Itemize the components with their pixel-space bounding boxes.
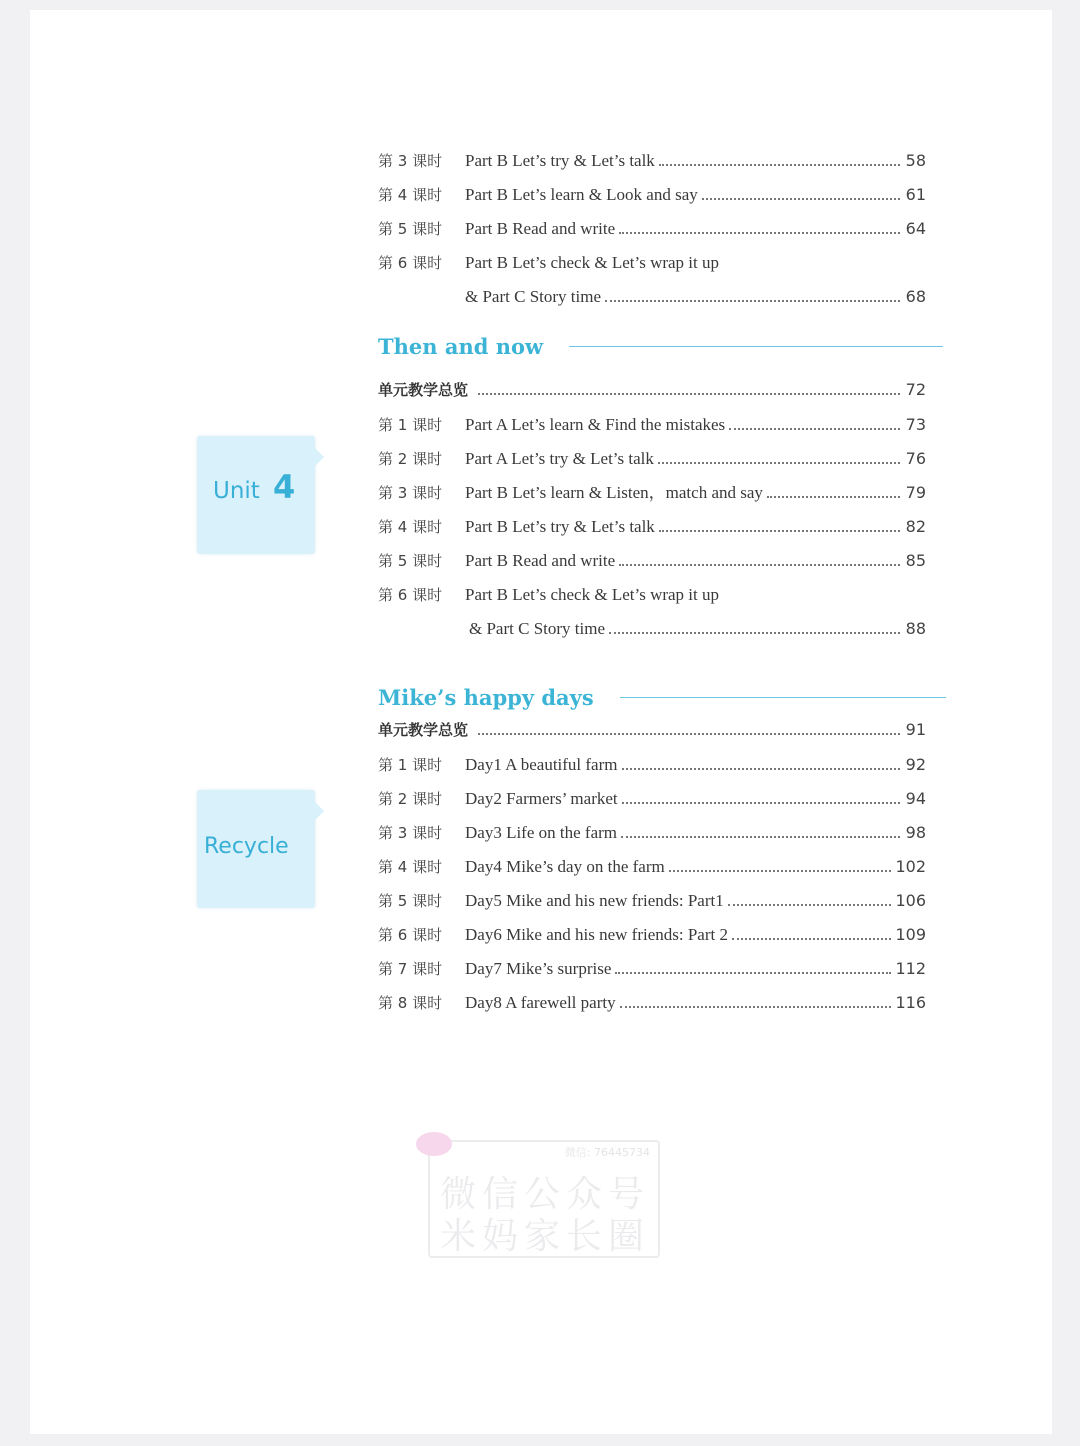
toc-summary-entry[interactable] — [378, 715, 926, 745]
lesson-number: 第 6 课时 — [378, 926, 443, 944]
toc-entry[interactable] — [378, 512, 926, 542]
leader-dots — [767, 496, 900, 498]
lesson-number: 第 1 课时 — [378, 416, 443, 434]
lesson-title: Part B Let’s check & Let’s wrap it up — [465, 585, 719, 604]
page-number: 88 — [905, 619, 926, 638]
lesson-title: Day6 Mike and his new friends: Part 2 — [465, 925, 728, 944]
toc-entry[interactable] — [378, 146, 926, 176]
lesson-number: 第 5 课时 — [378, 892, 443, 910]
leader-dots — [621, 836, 900, 838]
page-number: 79 — [905, 483, 926, 502]
summary-title: 单元教学总览 — [378, 721, 469, 739]
leader-dots — [619, 232, 900, 234]
page-number: 72 — [905, 380, 926, 399]
page-number: 61 — [905, 185, 926, 204]
lesson-number: 第 8 课时 — [378, 994, 443, 1012]
toc-entry[interactable] — [378, 180, 926, 210]
page-number: 58 — [905, 151, 926, 170]
leader-dots — [615, 972, 891, 974]
toc-entry[interactable] — [378, 410, 926, 440]
lesson-number: 第 4 课时 — [378, 858, 443, 876]
page-number: 102 — [895, 857, 926, 876]
leader-dots — [702, 198, 900, 200]
section-title: Then and now — [378, 334, 544, 359]
section-title: Mike’s happy days — [378, 685, 594, 710]
watermark-line-1: 微信公众号 — [440, 1174, 651, 1215]
lesson-number: 第 5 课时 — [378, 220, 443, 238]
lesson-title: Part A Let’s try & Let’s talk — [465, 449, 654, 468]
page-number: 109 — [895, 925, 926, 944]
leader-dots — [478, 393, 900, 395]
flower-icon — [416, 1132, 452, 1156]
unit-label: Unit — [213, 478, 260, 504]
lesson-title: Part B Let’s learn & Look and say — [465, 185, 698, 204]
watermark-line-2: 米妈家长圈 — [440, 1216, 651, 1257]
page-number: 73 — [905, 415, 926, 434]
toc-entry[interactable] — [378, 214, 926, 244]
watermark-id: 微信: 76445734 — [564, 1146, 650, 1159]
page-number: 116 — [895, 993, 926, 1012]
lesson-number: 第 1 课时 — [378, 756, 443, 774]
toc-entry[interactable] — [378, 886, 926, 916]
lesson-title: Day5 Mike and his new friends: Part1 — [465, 891, 724, 910]
leader-dots — [620, 1006, 892, 1008]
lesson-title: Part A Let’s learn & Find the mistakes — [465, 415, 726, 434]
section-heading-unit4 — [378, 334, 943, 359]
lesson-title: Part B Read and write — [465, 551, 616, 570]
lesson-title: Part B Let’s learn & Listen，match and say — [465, 483, 763, 502]
lesson-title: & Part C Story time — [469, 619, 605, 638]
toc-entry-continuation[interactable] — [465, 282, 926, 312]
recycle-tab — [197, 790, 315, 908]
lesson-title: Day4 Mike’s day on the farm — [465, 857, 665, 876]
toc-summary-entry[interactable] — [378, 375, 926, 405]
lesson-title: Day3 Life on the farm — [465, 823, 617, 842]
unit-number: 4 — [273, 468, 296, 506]
lesson-number: 第 7 课时 — [378, 960, 443, 978]
lesson-number: 第 2 课时 — [378, 450, 443, 468]
toc-entry[interactable] — [378, 478, 926, 508]
toc-entry[interactable] — [378, 954, 926, 984]
section-rule — [569, 346, 943, 347]
page-number: 92 — [905, 755, 926, 774]
toc-entry[interactable] — [378, 818, 926, 848]
leader-dots — [619, 564, 900, 566]
page-number: 85 — [905, 551, 926, 570]
lesson-title: Part B Let’s try & Let’s talk — [465, 151, 655, 170]
leader-dots — [605, 300, 900, 302]
leader-dots — [622, 768, 901, 770]
page-number: 106 — [895, 891, 926, 910]
leader-dots — [478, 733, 900, 735]
section-rule — [620, 697, 946, 698]
leader-dots — [609, 632, 900, 634]
lesson-number: 第 3 课时 — [378, 484, 443, 502]
lesson-number: 第 3 课时 — [378, 152, 443, 170]
lesson-number: 第 4 课时 — [378, 186, 443, 204]
leader-dots — [729, 428, 900, 430]
toc-entry[interactable] — [378, 920, 926, 950]
page-number: 82 — [905, 517, 926, 536]
toc-entry-continuation[interactable] — [469, 614, 926, 644]
page-number: 76 — [905, 449, 926, 468]
leader-dots — [659, 530, 900, 532]
leader-dots — [732, 938, 891, 940]
lesson-title: Day7 Mike’s surprise — [465, 959, 612, 978]
toc-entry[interactable] — [378, 750, 926, 780]
lesson-title: Day8 A farewell party — [465, 993, 616, 1012]
toc-entry[interactable] — [378, 546, 926, 576]
lesson-title: Part B Let’s check & Let’s wrap it up — [465, 253, 719, 272]
lesson-number: 第 2 课时 — [378, 790, 443, 808]
toc-entry[interactable] — [378, 444, 926, 474]
page-number: 112 — [895, 959, 926, 978]
toc-entry[interactable] — [378, 988, 926, 1018]
toc-entry[interactable] — [378, 852, 926, 882]
unit-tab — [197, 436, 315, 554]
summary-title: 单元教学总览 — [378, 381, 469, 399]
leader-dots — [728, 904, 892, 906]
recycle-label: Recycle — [204, 834, 289, 859]
lesson-number: 第 6 课时 — [378, 254, 443, 272]
lesson-title: Day2 Farmers’ market — [465, 789, 618, 808]
leader-dots — [658, 462, 900, 464]
lesson-number: 第 3 课时 — [378, 824, 443, 842]
toc-entry[interactable] — [378, 248, 926, 278]
toc-entry[interactable] — [378, 784, 926, 814]
page-number: 91 — [905, 720, 926, 739]
lesson-title: & Part C Story time — [465, 287, 601, 306]
leader-dots — [659, 164, 900, 166]
page-number: 98 — [905, 823, 926, 842]
page-number: 68 — [905, 287, 926, 306]
section-heading-recycle — [378, 685, 946, 710]
lesson-title: Day1 A beautiful farm — [465, 755, 618, 774]
page-number: 94 — [905, 789, 926, 808]
page-number: 64 — [905, 219, 926, 238]
lesson-title: Part B Let’s try & Let’s talk — [465, 517, 655, 536]
lesson-title: Part B Read and write — [465, 219, 616, 238]
toc-entry[interactable] — [378, 580, 926, 610]
leader-dots — [669, 870, 892, 872]
leader-dots — [622, 802, 900, 804]
lesson-number: 第 6 课时 — [378, 586, 443, 604]
watermark — [428, 1140, 660, 1258]
lesson-number: 第 4 课时 — [378, 518, 443, 536]
lesson-number: 第 5 课时 — [378, 552, 443, 570]
